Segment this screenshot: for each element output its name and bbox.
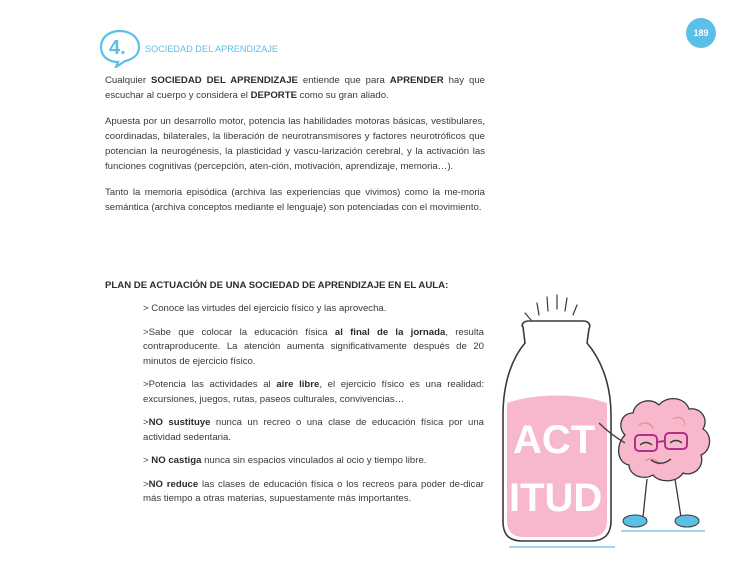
- plan-item-bold: al final de la jornada: [334, 326, 446, 338]
- p1-bold-3: DEPORTE: [250, 90, 297, 101]
- plan-item-text: >Sabe que colocar la educación física: [143, 326, 335, 338]
- paragraph-3: Tanto la memoria episódica (archiva las experiencias que vivimos) como la me-moria semántica (archiva conceptos mediante el lenguaje) son potenciadas con el movimiento.: [105, 187, 485, 213]
- p1-text-2: entiende que para: [297, 75, 390, 86]
- p1-text-1: Cualquier: [105, 75, 152, 86]
- plan-item-text: > Conoce las virtudes del ejercicio físico y las aprovecha.: [143, 303, 387, 314]
- p1-text-4: como su gran aliado.: [296, 90, 389, 101]
- plan-item-text: , el ejercicio físico es una realidad: excursiones, juegos, rutas, paseos culturales, convivencias…: [143, 379, 484, 405]
- p1-text-3: hay que escuchar al cuerpo y considera el: [105, 75, 486, 101]
- paragraph-2: Apuesta por un desarrollo motor, potencia las habilidades motoras básicas, vestibulares, coordinadas, bilaterales, la liberación de neurotransmisores y factores neurotróficos que potencian la neurogénesis, la plasticidad y vascu-larización cerebral, y la activación las funciones cognitivas (percepción, aten-ción, motivación, aprendizaje, memoria…).: [105, 116, 485, 172]
- plan-item-text: nunca un recreo o una clase de educación física por una actividad sedentaria.: [143, 417, 484, 443]
- plan-item: [143, 378, 484, 407]
- p1-bold-2: APRENDER: [389, 75, 444, 86]
- chapter-title: SOCIEDAD DEL APRENDIZAJE: [145, 44, 279, 54]
- plan-item-text: las clases de educación física o los recreos para poder de-dicar más tiempo a otras materias, supuestamente más importantes.: [143, 478, 484, 504]
- page-number-badge: [686, 18, 716, 48]
- paragraph-1: [105, 73, 485, 103]
- bottle-text-line-2: ITUD: [509, 476, 603, 520]
- chapter-number-icon: [98, 28, 142, 68]
- p1-bold-1: SOCIEDAD DEL APRENDIZAJE: [151, 75, 298, 86]
- body-text: [105, 73, 485, 226]
- milk-bottle-brain-illustration: [495, 285, 730, 555]
- plan-item-bold: NO castiga: [151, 455, 202, 466]
- plan-item: [143, 454, 484, 469]
- plan-item: [143, 326, 484, 370]
- bottle-text-line-1: ACT: [513, 418, 596, 462]
- plan-item: [143, 416, 484, 445]
- plan-item-text: >: [143, 478, 149, 490]
- plan-item-text: >: [143, 455, 152, 466]
- plan-item: [143, 302, 484, 317]
- plan-item-bold: aire libre: [276, 379, 320, 390]
- plan-item-bold: NO sustituye: [148, 417, 211, 428]
- plan-item-text: >: [143, 417, 149, 428]
- chapter-number: 4.: [109, 37, 126, 59]
- plan-item-bold: NO reduce: [148, 478, 199, 490]
- plan-heading: PLAN DE ACTUACIÓN DE UNA SOCIEDAD DE APRENDIZAJE EN EL AULA:: [105, 280, 449, 291]
- plan-list: [143, 302, 484, 516]
- sparkle-lines-icon: [525, 295, 577, 320]
- plan-item-text: nunca sin espacios vinculados al ocio y tiempo libre.: [201, 455, 427, 466]
- plan-item-text: , resulta contraproducente. La atención aumenta significativamente después de 20 minutos de ejercicio físico.: [143, 326, 484, 367]
- brain-character-icon: [599, 399, 710, 527]
- plan-item-text: >Potencia las actividades al: [143, 379, 277, 390]
- page-number: 189: [693, 28, 709, 38]
- plan-item: [143, 478, 484, 507]
